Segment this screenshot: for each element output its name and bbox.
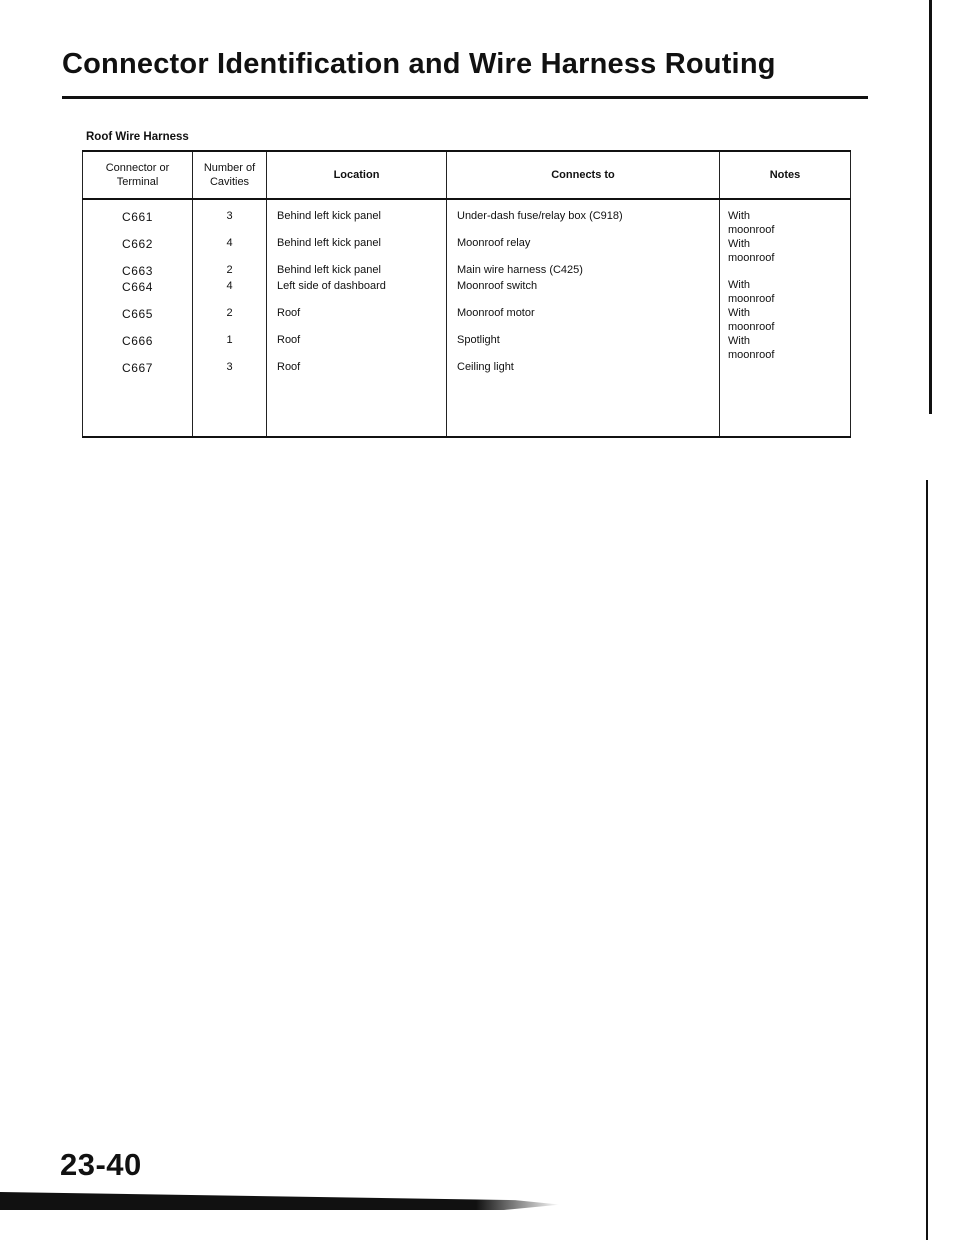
connector-cell: C666 [121, 334, 154, 348]
connector-column [83, 199, 193, 437]
header-connector-line2: Terminal [116, 176, 159, 188]
notes-line: moonroof [728, 321, 775, 333]
notes-spacer [720, 266, 850, 279]
header-location: Location [267, 151, 447, 199]
cavities-cell: 2 [226, 264, 233, 276]
location-cell: Roof [277, 334, 301, 346]
connects-to-cell: Ceiling light [457, 361, 514, 373]
connector-cell: C667 [121, 361, 154, 375]
connects-to-cell: Under-dash fuse/relay box (C918) [457, 210, 623, 222]
connector-cell: C664 [121, 280, 154, 294]
connects-to-cell: Spotlight [457, 334, 500, 346]
header-notes: Notes [720, 151, 851, 199]
header-connector [83, 151, 193, 199]
connects-to-cell: Moonroof switch [457, 280, 538, 292]
page-number: 23-40 [60, 1147, 142, 1182]
connector-cell: C663 [121, 264, 154, 278]
location-column [267, 199, 447, 437]
header-cavities-line1: Number of [203, 162, 256, 174]
notes-line: moonroof [728, 293, 775, 305]
footer-bar [0, 1192, 560, 1210]
connects-to-cell: Main wire harness (C425) [457, 264, 583, 276]
margin-bar-bottom [926, 480, 928, 1240]
cavities-cell: 3 [226, 210, 233, 222]
location-cell: Behind left kick panel [277, 237, 381, 249]
location-cell: Behind left kick panel [277, 264, 381, 276]
connector-cell: C661 [121, 210, 154, 224]
roof-wire-harness-table [82, 150, 851, 438]
location-cell: Behind left kick panel [277, 210, 381, 222]
cavities-column [193, 199, 267, 437]
title-rule [62, 96, 868, 99]
header-connects-to: Connects to [447, 151, 720, 199]
notes-line: With [728, 307, 750, 319]
header-connector-line1: Connector or [105, 162, 170, 174]
connects-to-cell: Moonroof motor [457, 307, 535, 319]
notes-line: With [728, 279, 750, 291]
notes-line: moonroof [728, 252, 775, 264]
table-body-row [83, 199, 851, 437]
location-cell: Roof [277, 361, 301, 373]
cavities-cell: 4 [226, 280, 233, 292]
cavities-cell: 3 [226, 361, 233, 373]
margin-bar-top [929, 0, 932, 414]
cavities-cell: 1 [226, 334, 233, 346]
connects-to-column [447, 199, 720, 437]
header-cavities-line2: Cavities [209, 176, 250, 188]
connector-cell: C665 [121, 307, 154, 321]
connects-to-cell: Moonroof relay [457, 237, 531, 249]
location-cell: Roof [277, 307, 301, 319]
location-cell: Left side of dashboard [277, 280, 386, 292]
cavities-cell: 2 [226, 307, 233, 319]
table-header-row [83, 151, 851, 199]
notes-line: moonroof [728, 224, 775, 236]
notes-line: With [728, 210, 750, 222]
notes-column [720, 199, 851, 437]
notes-line: moonroof [728, 349, 775, 361]
header-cavities [193, 151, 267, 199]
page-title: Connector Identification and Wire Harness Routing [62, 48, 776, 80]
harness-table-container [82, 150, 850, 438]
notes-line: With [728, 238, 750, 250]
connector-cell: C662 [121, 237, 154, 251]
cavities-cell: 4 [226, 237, 233, 249]
section-title: Roof Wire Harness [86, 131, 189, 143]
notes-line: With [728, 335, 750, 347]
